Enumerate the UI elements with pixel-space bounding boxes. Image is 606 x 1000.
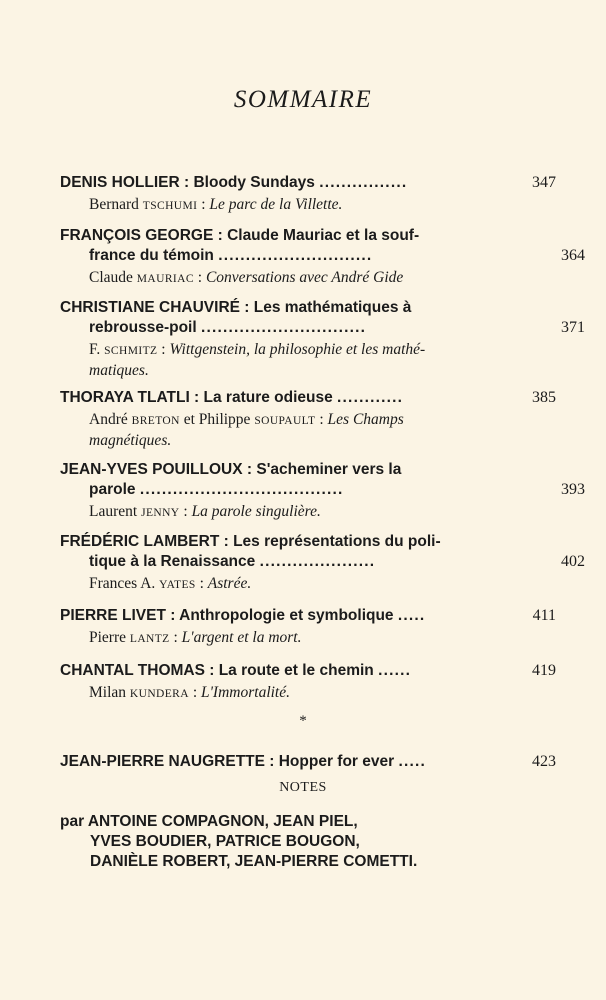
toc-entry: [60, 606, 556, 649]
entry-heading: FRANÇOIS GEORGE : Claude Mauriac et la souf-: [60, 227, 420, 244]
toc-entry: [60, 226, 585, 289]
toc-entry: [60, 460, 585, 523]
page-title: SOMMAIRE: [233, 86, 373, 113]
notes-authors: [60, 812, 530, 872]
page-number: 385: [532, 389, 556, 406]
notes-authors-line: DANIÈLE ROBERT, JEAN-PIERRE COMETTI.: [90, 853, 418, 870]
page-number: 411: [532, 607, 556, 624]
page-number: 364: [561, 247, 585, 264]
review-line: Laurent JENNY : La parole singulière.: [89, 503, 321, 520]
review-line: F. SCHMITZ : Wittgenstein, la philosophie et les mathé- matiques.: [89, 341, 426, 379]
page-number: 371: [561, 319, 585, 336]
entry-heading: PIERRE LIVET : Anthropologie et symbolique ..... 411: [60, 607, 556, 624]
entry-heading-continued: rebrousse-poil .............................. 371: [89, 319, 585, 336]
review-line: Claude MAURIAC : Conversations avec André Gide: [89, 269, 404, 286]
entry-heading: JEAN-PIERRE NAUGRETTE : Hopper for ever ..... 423: [60, 753, 556, 770]
entry-heading-continued: france du témoin ............................ 364: [89, 247, 585, 264]
review-line: Pierre LANTZ : L'argent et la mort.: [89, 629, 302, 646]
review-line: Milan KUNDERA : L'Immortalité.: [89, 684, 290, 701]
notes-authors-line: YVES BOUDIER, PATRICE BOUGON,: [90, 833, 360, 850]
toc-entry: [60, 388, 556, 451]
page-number: 423: [532, 753, 556, 770]
review-line: Bernard TSCHUMI : Le parc de la Villette.: [89, 196, 343, 213]
toc-entry: [60, 298, 585, 381]
toc-entry: [60, 173, 556, 216]
entry-heading: FRÉDÉRIC LAMBERT : Les représentations du poli-: [60, 533, 441, 550]
entry-heading: CHANTAL THOMAS : La route et le chemin ...... 419: [60, 662, 556, 679]
page-number: 393: [561, 481, 585, 498]
toc-entry-final: [60, 752, 556, 772]
notes-authors-line: par ANTOINE COMPAGNON, JEAN PIEL,: [60, 813, 358, 830]
toc-entry: [60, 661, 556, 704]
review-line: Frances A. YATES : Astrée.: [89, 575, 252, 592]
page-number: 419: [532, 662, 556, 679]
entry-heading: JEAN-YVES POUILLOUX : S'acheminer vers la: [60, 461, 402, 478]
notes-heading: NOTES: [279, 780, 327, 795]
toc-entry: [60, 532, 585, 595]
entry-heading: DENIS HOLLIER : Bloody Sundays ................ 347: [60, 174, 556, 191]
entry-heading-continued: tique à la Renaissance ..................... 402: [89, 553, 585, 570]
page-number: 347: [532, 174, 556, 191]
entry-heading: THORAYA TLATLI : La rature odieuse ............ 385: [60, 389, 556, 406]
entry-heading: CHRISTIANE CHAUVIRÉ : Les mathématiques à: [60, 299, 412, 316]
review-line: André BRETON et Philippe SOUPAULT : Les Champs magnétiques.: [89, 411, 404, 449]
page-number: 402: [561, 553, 585, 570]
separator-asterisk: *: [299, 713, 307, 729]
entry-heading-continued: parole ..................................... 393: [89, 481, 585, 498]
